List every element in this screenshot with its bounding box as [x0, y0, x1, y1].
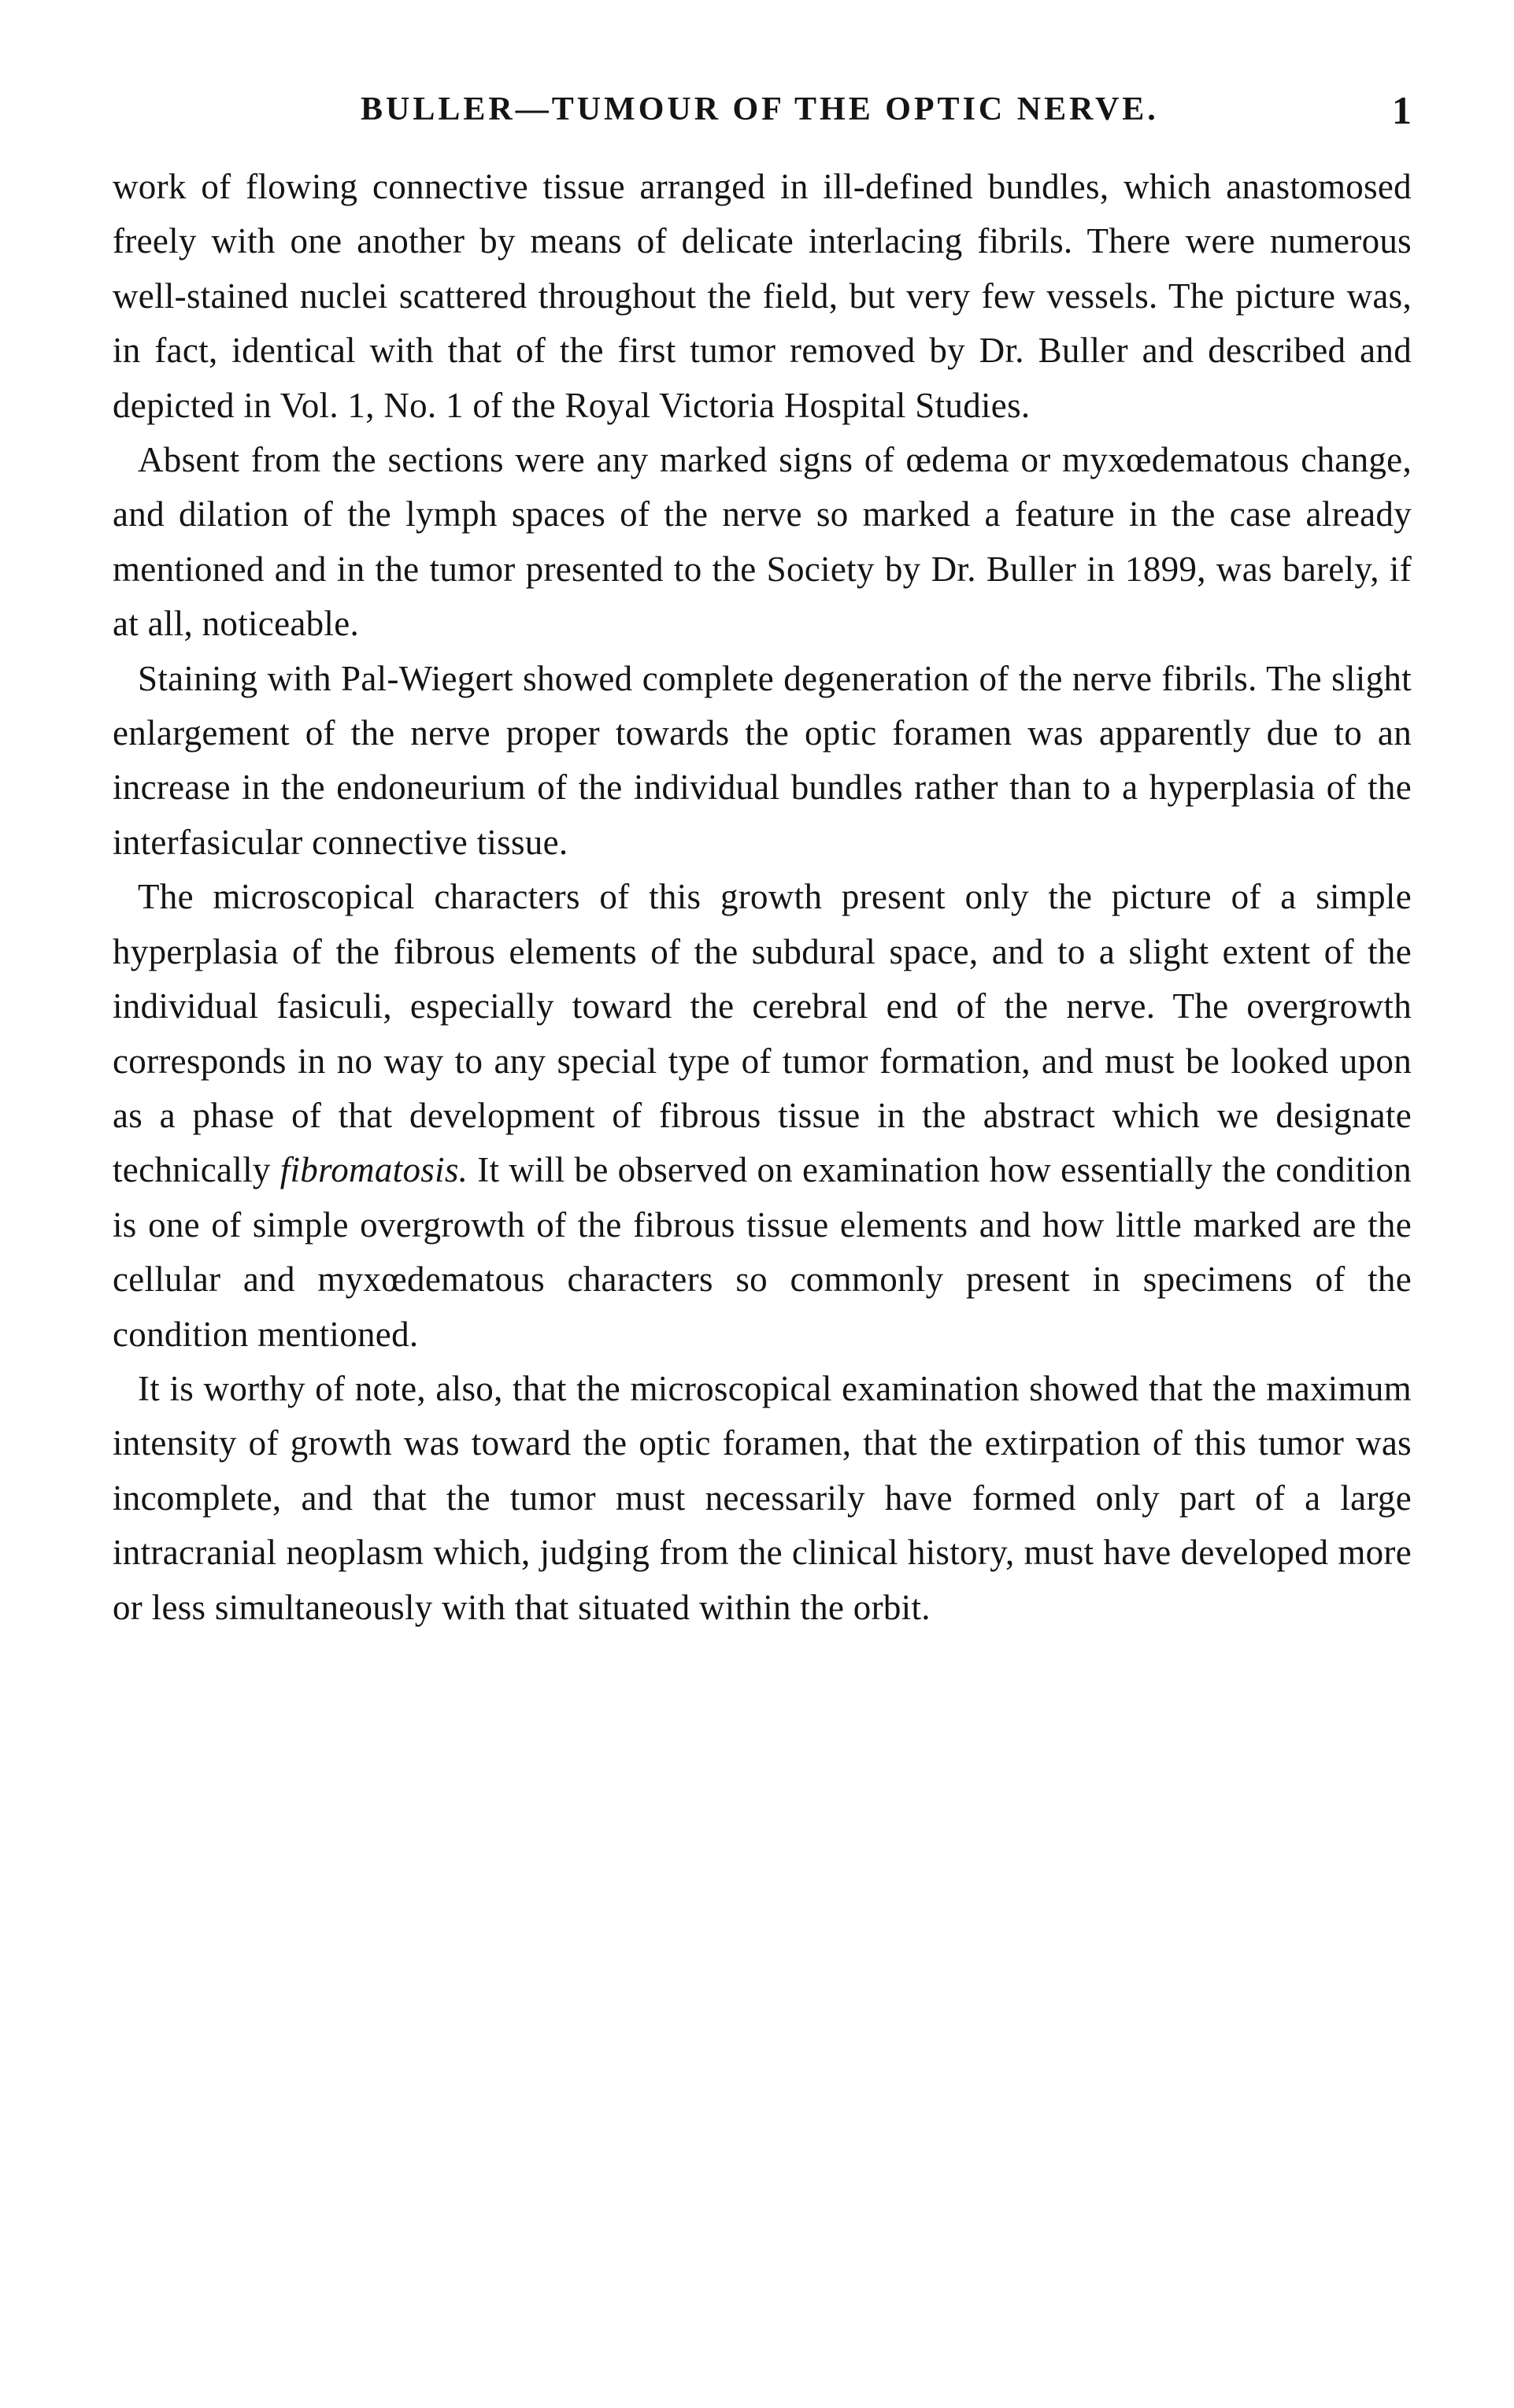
paragraph-continuation: work of flowing connective tissue arranged in ill-defined bundles, which anastomosed freely with one another by means of delicate interlacing fibrils. There were numerous well-stained nuclei scattered throughout the field, but very few vessels. The picture was, in fact, identical with that of the first tumor removed by Dr. Buller and described and depicted in Vol. 1, No. 1 of the Royal Victoria Hospital Studies. — [113, 167, 1412, 425]
paragraph-conclusion: It is worthy of note, also, that the microscopical examination showed that the maximum intensity of growth was toward the optic foramen, that the extirpation of this tumor was incomplete, and that the tumor must necessarily have formed only part of a large intracranial neoplasm which, judging from the clinical history, must have developed more or less simultaneously with that situated within the orbit. — [113, 1368, 1412, 1627]
body-text — [113, 160, 1412, 1635]
page-number: 1 — [1392, 88, 1412, 132]
paragraph-oedema: Absent from the sections were any marked signs of œdema or myxœdematous change, and dilation of the lymph spaces of the nerve so marked a feature in the case already mentioned and in the tumor presented to the Society by Dr. Buller in 1899, was barely, if at all, noticeable. — [113, 440, 1412, 644]
book-page — [113, 88, 1412, 1635]
running-head — [113, 88, 1412, 146]
running-title: BULLER—TUMOUR OF THE OPTIC NERVE. — [361, 91, 1159, 128]
emphasis-term: fibromatosis. — [279, 1150, 468, 1190]
paragraph-microscopical-characters — [113, 870, 1412, 1362]
paragraph-staining: Staining with Pal-Wiegert showed complete degeneration of the nerve fibrils. The slight enlargement of the nerve proper towards the optic foramen was apparently due to an increase in the endoneurium of the individual bundles rather than to a hyperplasia of the interfasicular connective tissue. — [113, 658, 1412, 862]
paragraph-text: The microscopical characters of this growth present only the picture of a simple hyperplasia of the fibrous elements of the subdural space, and to a slight extent of the individual fasiculi, especially toward the cerebral end of the nerve. The overgrowth corresponds in no way to any special type of tumor formation, and must be looked upon as a phase of that development of fibrous tissue in the abstract which we designate technically — [113, 877, 1412, 1190]
paragraph-text: It will be observed on examination how essentially the condition is one of simple overgrowth of the fibrous tissue elements and how little marked are the cellular and myxœdematous characters so commonly present in specimens of the condition mentioned. — [113, 1150, 1412, 1354]
